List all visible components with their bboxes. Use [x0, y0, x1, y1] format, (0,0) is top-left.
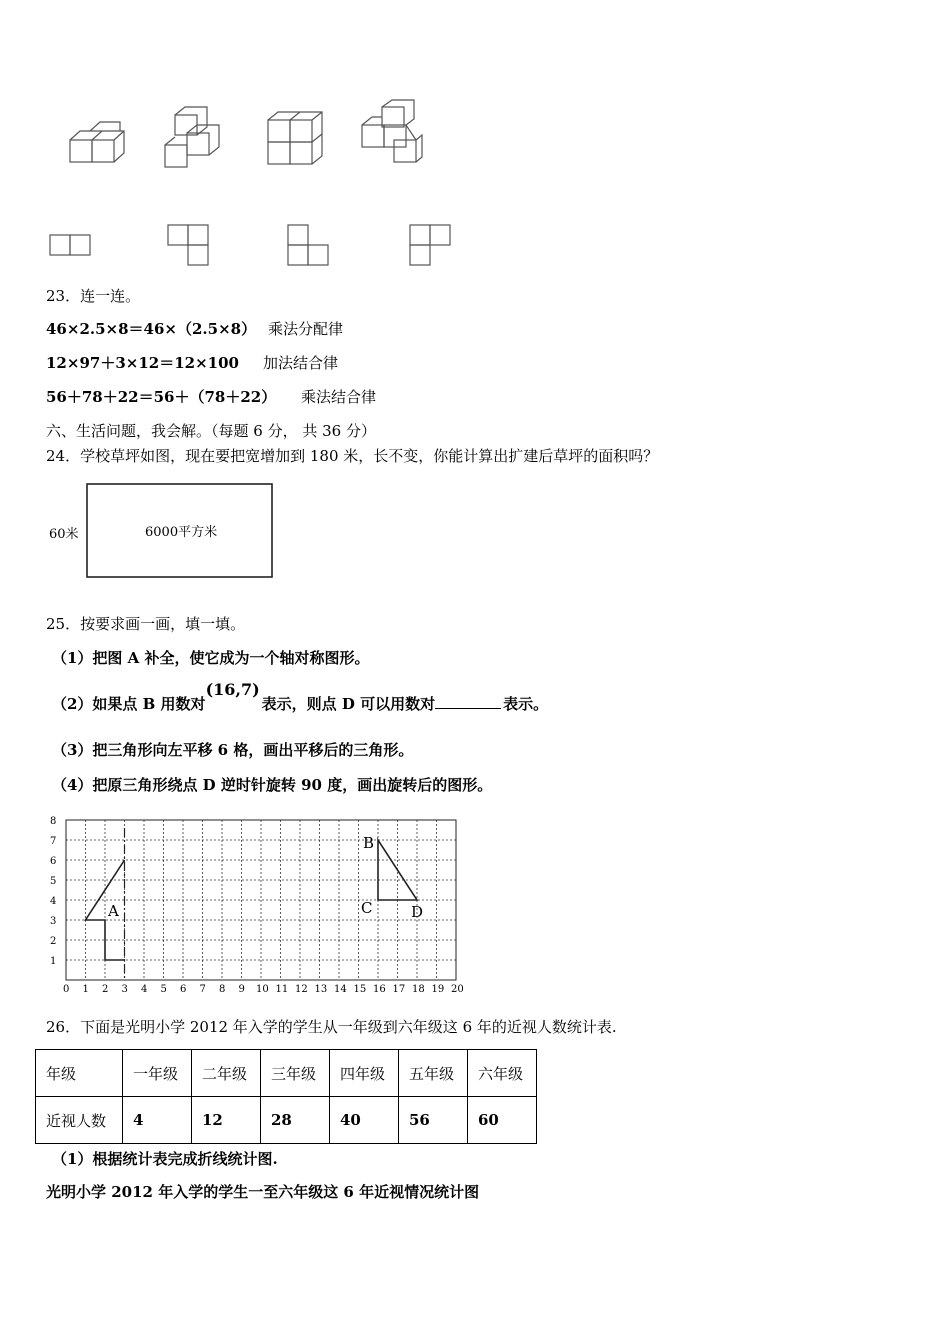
table-cell: 三年级 [261, 1050, 330, 1097]
view-3 [288, 225, 328, 265]
x-tick-label: 1 [82, 984, 89, 995]
q26-title: 26．下面是光明小学 2012 年入学的学生从一年级到六年级这 6 年的近视人数统计表. [46, 1018, 617, 1036]
table-cell: 四年级 [330, 1050, 399, 1097]
q26-part-1: （1）根据统计表完成折线统计图. [52, 1150, 278, 1168]
q23-law-1: 乘法分配律 [268, 320, 344, 338]
x-tick-label: 2 [102, 984, 109, 995]
cube-figure-4 [362, 100, 422, 162]
x-tick-label: 4 [141, 984, 148, 995]
answer-blank[interactable] [435, 694, 501, 709]
table-cell: 五年级 [399, 1050, 468, 1097]
table-cell: 4 [123, 1097, 192, 1144]
x-tick-label: 5 [160, 984, 167, 995]
x-tick-label: 8 [219, 984, 226, 995]
x-tick-label: 12 [295, 984, 308, 995]
q25-part-2-mid: 表示，则点 D 可以用数对 [261, 695, 436, 713]
table-cell: 56 [399, 1097, 468, 1144]
label-a: A [108, 902, 119, 920]
myopia-stats-table [35, 1049, 537, 1144]
table-cell: 年级 [36, 1050, 123, 1097]
y-tick-label: 8 [50, 816, 57, 827]
x-tick-label: 13 [314, 984, 328, 995]
x-tick-label: 11 [275, 984, 289, 995]
x-tick-label: 16 [373, 984, 386, 995]
x-tick-label: 20 [451, 984, 464, 995]
cube-figure-1 [70, 122, 124, 162]
chart-title: 光明小学 2012 年入学的学生一至六年级这 6 年近视情况统计图 [46, 1183, 480, 1201]
x-tick-label: 14 [334, 984, 347, 995]
x-tick-label: 6 [180, 984, 187, 995]
table-cell: 60 [468, 1097, 537, 1144]
q24-title: 24．学校草坪如图，现在要把宽增加到 180 米，长不变，你能计算出扩建后草坪的面积吗？ [46, 447, 659, 465]
y-tick-label: 1 [50, 956, 57, 967]
table-cell: 28 [261, 1097, 330, 1144]
lawn-area-label: 6000平方米 [145, 525, 218, 540]
x-tick-label: 18 [412, 984, 425, 995]
table-cell: 一年级 [123, 1050, 192, 1097]
coordinate-pair: (16,7) [205, 680, 260, 699]
q25-part-4: （4）把原三角形绕点 D 逆时针旋转 90 度，画出旋转后的图形。 [52, 776, 493, 794]
table-cell: 二年级 [192, 1050, 261, 1097]
q23-expr-1: 46×2.5×8＝46×（2.5×8） [46, 320, 257, 338]
cube-figure-2 [165, 107, 219, 167]
table-cell: 六年级 [468, 1050, 537, 1097]
x-tick-label: 3 [121, 984, 128, 995]
x-tick-label: 9 [238, 984, 245, 995]
y-tick-label: 7 [50, 836, 57, 847]
q23-law-2: 加法结合律 [263, 354, 339, 372]
q23-law-3: 乘法结合律 [301, 388, 377, 406]
q23-expr-3: 56＋78＋22＝56＋（78＋22） [46, 388, 277, 406]
label-b: B [363, 834, 375, 852]
y-tick-label: 3 [50, 916, 57, 927]
table-cell: 40 [330, 1097, 399, 1144]
table-cell: 12 [192, 1097, 261, 1144]
x-tick-label: 19 [431, 984, 445, 995]
q23-title: 23．连一连。 [46, 287, 141, 305]
q25-part-1: （1）把图 A 补全，使它成为一个轴对称图形。 [52, 649, 370, 667]
y-tick-label: 5 [50, 876, 57, 887]
coordinate-grid [40, 812, 470, 998]
q25-part-2-lead: （2）如果点 B 用数对 [52, 695, 206, 713]
table-row [36, 1097, 537, 1144]
view-2 [168, 225, 208, 265]
view-4 [410, 225, 450, 265]
view-1 [50, 235, 90, 255]
y-tick-label: 6 [50, 856, 57, 867]
x-tick-label: 0 [63, 984, 70, 995]
x-tick-label: 7 [199, 984, 206, 995]
cube-figure-3 [268, 112, 322, 164]
q25-part-3: （3）把三角形向左平移 6 格，画出平移后的三角形。 [52, 741, 414, 759]
y-tick-label: 4 [50, 896, 57, 907]
x-tick-label: 10 [256, 984, 269, 995]
cube-figures [40, 95, 470, 275]
x-tick-label: 17 [392, 984, 406, 995]
label-d: D [411, 903, 424, 921]
table-cell: 近视人数 [36, 1097, 123, 1144]
q25-part-2 [52, 680, 549, 714]
q25-part-2-tail: 表示。 [503, 695, 549, 713]
y-tick-label: 2 [50, 936, 57, 947]
table-header-row [36, 1050, 537, 1097]
x-tick-label: 15 [353, 984, 367, 995]
lawn-diagram [45, 480, 280, 585]
label-c: C [361, 899, 373, 917]
q25-title: 25．按要求画一画，填一填。 [46, 615, 246, 633]
q23-expr-2: 12×97＋3×12＝12×100 [46, 354, 239, 372]
lawn-width-label: 60米 [49, 527, 79, 542]
section-6-heading: 六、生活问题，我会解。（每题 6 分， 共 36 分） [46, 422, 376, 440]
